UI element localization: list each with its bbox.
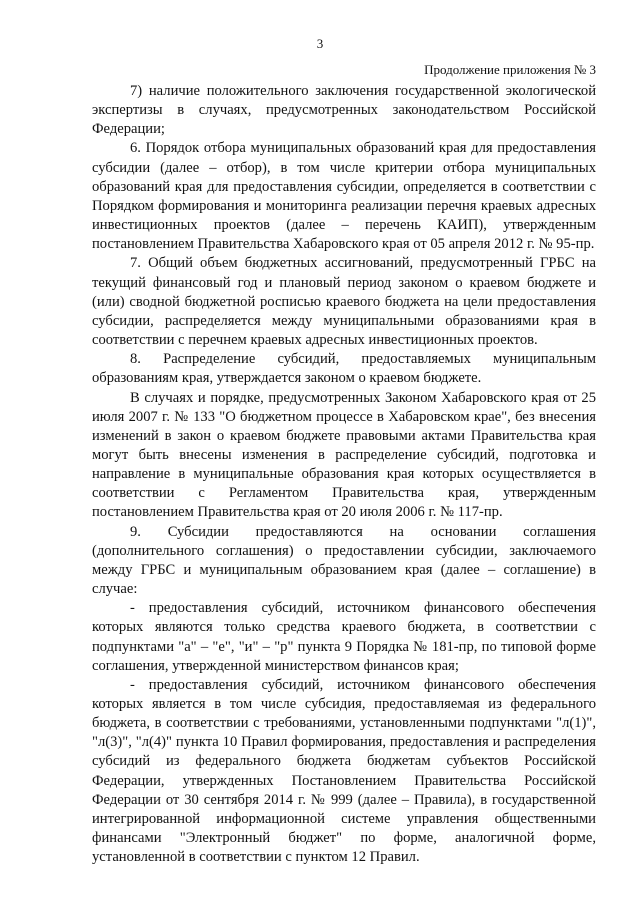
appendix-continuation-label: Продолжение приложения № 3 bbox=[424, 62, 596, 77]
paragraph-9-agreement: 9. Субсидии предоставляются на основании соглашения (дополнительного соглашения) о предоставлении субсидии, заключаемого между ГРБС и муниципальным образованием края (далее – соглашение) в случае: bbox=[92, 523, 596, 598]
list-item-federal-budget: - предоставления субсидий, источником финансового обеспечения которых является в том числе субсидия, предоставляемая из федерального бюджета, в соответствии с требованиями, установленными подпунктами "л(1)", "л(3)", "л(4)" пункта 10 Правил формирования, предоставления и распределения субсидий из федерального бюджета бюджетам субъектов Российской Федерации, утвержденных Постановлением Правительства Российской Федерации от 30 сентября 2014 г. № 999 (далее – Правила), в государственной интегрированной информационной системе управления общественными финансами "Электронный бюджет" по форме, аналогичной форме, установленной в соответствии с пунктом 12 Правил. bbox=[92, 676, 596, 866]
page-number: 3 bbox=[316, 36, 324, 51]
paragraph-8-amendments: В случаях и порядке, предусмотренных Законом Хабаровского края от 25 июля 2007 г. № 133 "О бюджетном процессе в Хабаровском крае", без внесения изменений в закон о краевом бюджете правовыми актами Правительства края могут быть внесены изменения в распределение субсидий, подготовка и направление в муниципальные образования края которых осуществляется в соответствии с Регламентом Правительства края, утвержденным постановлением Правительства края от 20 июля 2006 г. № 117-пр. bbox=[92, 389, 596, 521]
list-item-regional-budget: - предоставления субсидий, источником финансового обеспечения которых являются только средства краевого бюджета, в соответствии с подпунктами "а" – "е", "и" – "р" пункта 9 Порядка № 181-пр, по типовой форме соглашения, утвержденной министерством финансов края; bbox=[92, 600, 596, 674]
paragraph-7-budget-allocations: 7. Общий объем бюджетных ассигнований, предусмотренный ГРБС на текущий финансовый год и плановый период законом о краевом бюджете и (или) сводной бюджетной росписью краевого бюджета на цели предоставления субсидии, распределяется между муниципальными образованиями края в соответствии с перечнем краевых адресных инвестиционных проектов. bbox=[92, 255, 596, 349]
paragraph-7-expertise: 7) наличие положительного заключения государственной экологической экспертизы в случаях, предусмотренных законодательством Российской Федерации; bbox=[92, 83, 596, 138]
paragraph-6-selection-procedure: 6. Порядок отбора муниципальных образований края для предоставления субсидии (далее – отбор), в том числе критерии отбора муниципальных образований края для предоставления субсидии, определяется в соответствии с Порядком формирования и мониторинга реализации перечня краевых адресных инвестиционных проектов (далее – перечень КАИП), утвержденным постановлением Правительства Хабаровского края от 05 апреля 2012 г. № 95-пр. bbox=[92, 140, 596, 253]
paragraph-8-distribution: 8. Распределение субсидий, предоставляемых муниципальным образованиям края, утверждается законом о краевом бюджете. bbox=[92, 351, 596, 387]
document-body bbox=[92, 82, 596, 867]
